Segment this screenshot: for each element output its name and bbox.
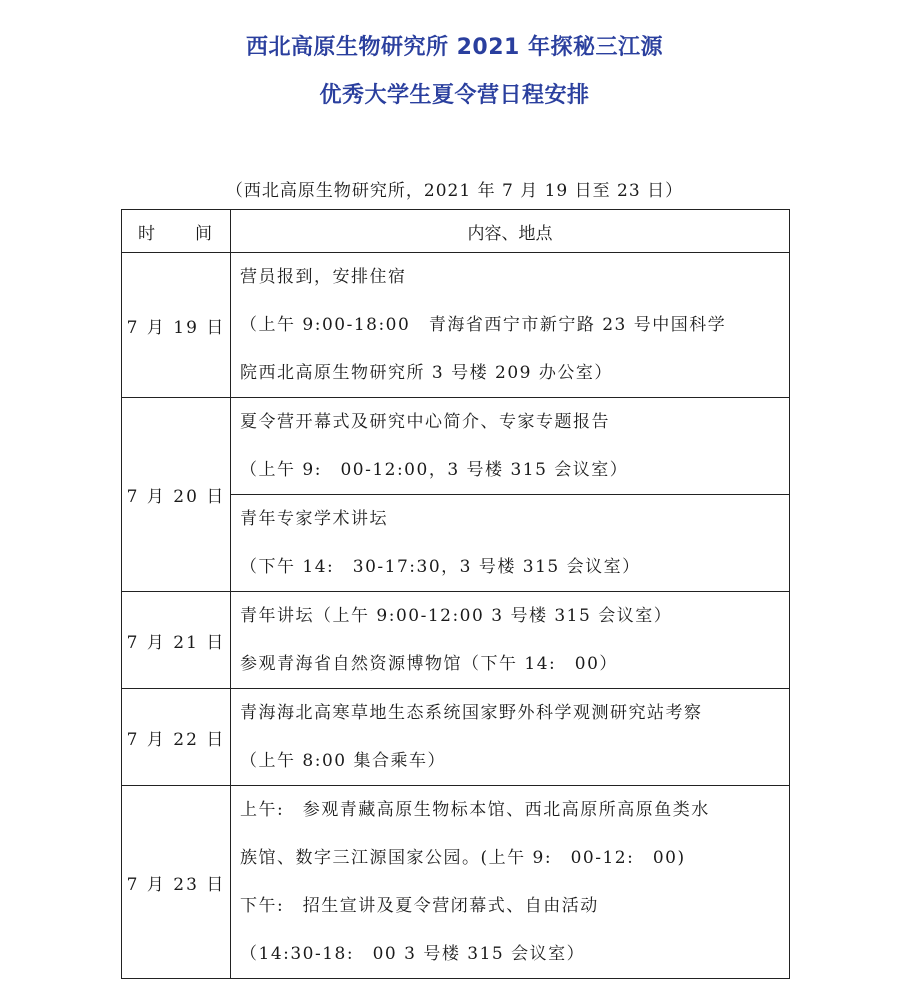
schedule-content [231, 689, 790, 786]
schedule-content [231, 786, 790, 979]
table-row [122, 592, 790, 689]
schedule-line: 参观青海省自然资源博物馆（下午 14: 00） [240, 654, 618, 674]
table-row [122, 253, 790, 398]
schedule-line: 青年讲坛（上午 9:00-12:00 3 号楼 315 会议室） [240, 606, 673, 626]
schedule-date: 7 月 20 日 [122, 398, 231, 592]
document-subtitle: （西北高原生物研究所，2021 年 7 月 19 日至 23 日） [225, 181, 684, 201]
schedule-date: 7 月 21 日 [122, 592, 231, 689]
header-content: 内容、地点 [231, 210, 790, 253]
schedule-line: （上午 9:00-18:00 青海省西宁市新宁路 23 号中国科学 [240, 315, 727, 335]
schedule-line: 上午: 参观青藏高原生物标本馆、西北高原所高原鱼类水 [240, 800, 710, 820]
schedule-line: 青年专家学术讲坛 [240, 509, 388, 529]
document-title-line2: 优秀大学生夏令营日程安排 [319, 83, 590, 108]
schedule-content [231, 495, 790, 592]
schedule-line: （上午 9: 00-12:00，3 号楼 315 会议室） [240, 460, 629, 480]
schedule-line: 青海海北高寒草地生态系统国家野外科学观测研究站考察 [240, 703, 703, 723]
schedule-line: （14:30-18: 00 3 号楼 315 会议室） [240, 944, 586, 964]
table-header-row [122, 210, 790, 253]
schedule-line: （下午 14: 30-17:30，3 号楼 315 会议室） [240, 557, 641, 577]
schedule-line: （上午 8:00 集合乘车） [240, 751, 446, 771]
schedule-date: 7 月 23 日 [122, 786, 231, 979]
schedule-content [231, 398, 790, 495]
schedule-date: 7 月 19 日 [122, 253, 231, 398]
table-row [122, 689, 790, 786]
table-row [122, 398, 790, 495]
schedule-table [121, 209, 790, 979]
schedule-date: 7 月 22 日 [122, 689, 231, 786]
schedule-line: 院西北高原生物研究所 3 号楼 209 办公室） [240, 363, 613, 383]
document-title-line1: 西北高原生物研究所 2021 年探秘三江源 [245, 35, 664, 60]
table-row [122, 786, 790, 979]
schedule-line: 族馆、数字三江源国家公园。(上午 9: 00-12: 00) [240, 848, 686, 868]
schedule-content [231, 253, 790, 398]
schedule-line: 夏令营开幕式及研究中心简介、专家专题报告 [240, 412, 610, 432]
schedule-line: 营员报到，安排住宿 [240, 267, 407, 287]
header-time: 时 间 [122, 210, 231, 253]
schedule-content [231, 592, 790, 689]
schedule-line: 下午: 招生宣讲及夏令营闭幕式、自由活动 [240, 896, 599, 916]
